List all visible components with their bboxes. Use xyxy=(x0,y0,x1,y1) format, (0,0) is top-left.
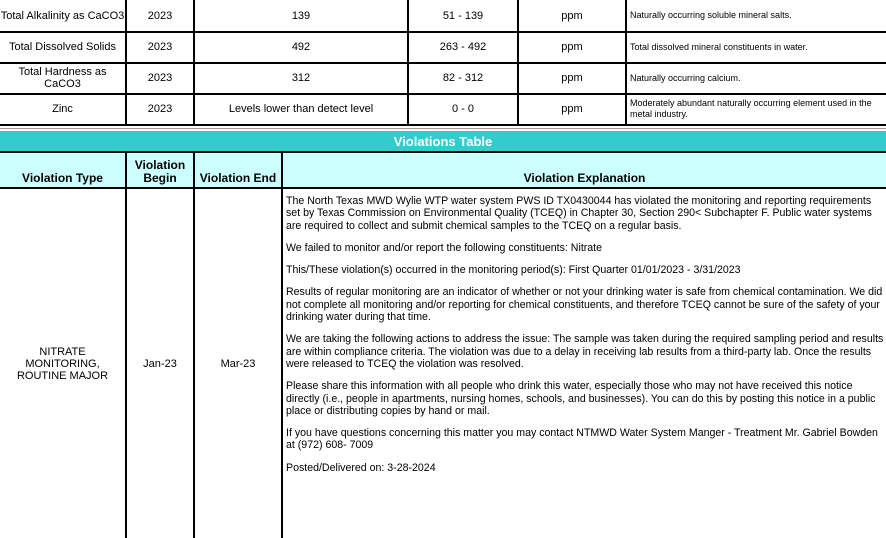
contaminant-source: Total dissolved mineral constituents in water. xyxy=(630,41,808,52)
contaminant-range: 51 - 139 xyxy=(442,9,484,22)
contaminant-source: Naturally occurring soluble mineral salts. xyxy=(630,10,792,20)
contaminant-unit: ppm xyxy=(561,103,583,115)
grid-line xyxy=(0,124,886,126)
contaminant-level: 312 xyxy=(291,72,311,84)
contaminant-year: 2023 xyxy=(147,103,173,115)
grid-line xyxy=(0,151,886,153)
explanation-paragraph: Please share this information with all people who drink this water, especially those who may not have received this notice directly (i.e., people in apartments, nursing homes, schools, and businesses). You can do this by posting this notice in a public place or distributing copies by hand or mail. xyxy=(286,380,876,417)
header-violation-end: Violation End xyxy=(195,153,281,187)
contaminant-name: Total Dissolved Solids xyxy=(9,41,116,53)
explanation-paragraph: We are taking the following actions to address the issue: The sample was taken during the required sampling period and results are within compliance criteria. The violation was due to a delay in receiving lab results from a third-party lab. Once the results were released to TCEQ the violation was resolved. xyxy=(286,333,884,370)
contaminant-range: 0 - 0 xyxy=(451,103,474,115)
violations-table-title: Violations Table xyxy=(0,131,886,151)
grid-line xyxy=(0,62,886,64)
contaminant-unit: ppm xyxy=(561,41,583,53)
contaminant-source: Naturally occurring calcium. xyxy=(630,72,741,83)
explanation-paragraph: Posted/Delivered on: 3-28-2024 xyxy=(286,461,436,474)
grid-line xyxy=(0,93,886,95)
header-violation-type: Violation Type xyxy=(0,153,125,187)
explanation-paragraph: Results of regular monitoring are an indicator of whether or not your drinking water is safe from chemical contamination. We did not complete all monitoring and/or reporting for chemical constituents, and therefore TCEQ cannot be sure of the safety of your drinking water during that time. xyxy=(286,286,883,324)
contaminant-name: Total Hardness as CaCO3 xyxy=(18,66,107,90)
grid-line xyxy=(0,128,886,129)
contaminant-unit: ppm xyxy=(561,72,583,84)
contaminant-year: 2023 xyxy=(147,72,173,84)
contaminant-year: 2023 xyxy=(147,41,173,53)
contaminant-year: 2023 xyxy=(147,9,173,22)
explanation-paragraph: We failed to monitor and/or report the following constituents: Nitrate xyxy=(286,241,603,254)
grid-line xyxy=(281,151,283,538)
contaminant-level: 492 xyxy=(291,41,311,53)
explanation-paragraph: If you have questions concerning this matter you may contact NTMWD Water System Manger - Treatment Mr. Gabriel Bowden at (972) 608- 7009 xyxy=(286,427,878,452)
contaminant-source: Moderately abundant naturally occurring element used in the metal industry. xyxy=(630,98,872,119)
contaminant-level: Levels lower than detect level xyxy=(228,103,374,115)
violation-end: Mar-23 xyxy=(220,357,256,370)
contaminant-name: Zinc xyxy=(52,103,73,115)
grid-line xyxy=(0,31,886,33)
contaminant-range: 82 - 312 xyxy=(442,72,484,84)
explanation-paragraph: This/These violation(s) occurred in the monitoring period(s): First Quarter 01/01/2023 - 3/31/2023 xyxy=(286,264,741,277)
violation-type: NITRATE MONITORING, ROUTINE MAJOR xyxy=(16,345,109,382)
contaminant-name: Total Alkalinity as CaCO3 xyxy=(0,9,125,22)
contaminant-range: 263 - 492 xyxy=(439,41,487,53)
header-violation-begin: Violation Begin xyxy=(127,153,193,187)
contaminant-unit: ppm xyxy=(561,9,583,22)
violation-explanation xyxy=(286,195,884,484)
violation-begin: Jan-23 xyxy=(143,357,177,370)
header-violation-explanation: Violation Explanation xyxy=(283,153,886,187)
explanation-paragraph: The North Texas MWD Wylie WTP water system PWS ID TX0430044 has violated the monitoring and reporting requirements set by Texas Commission on Environmental Quality (TCEQ) in Chapter 30, Section 290< Subchapter F. Public water systems are required to collect and submit chemical samples to the TCEQ on a regular basis. xyxy=(286,195,872,232)
contaminant-level: 139 xyxy=(291,9,311,22)
